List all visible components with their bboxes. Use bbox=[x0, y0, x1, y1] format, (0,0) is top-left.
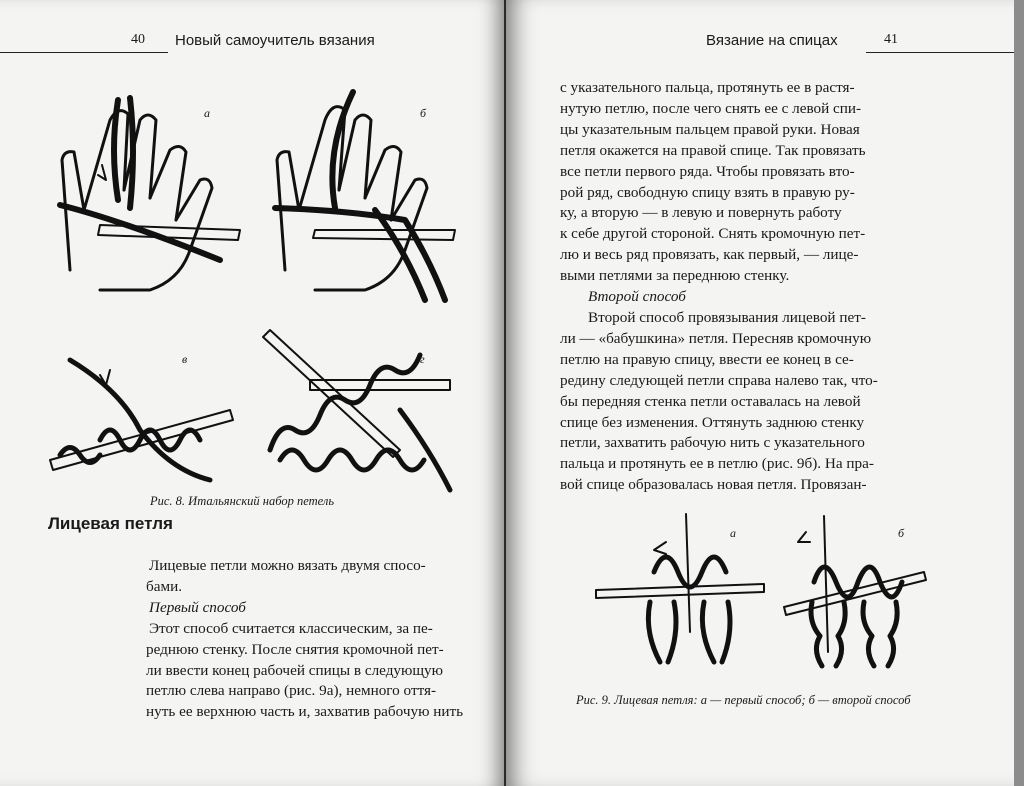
header-rule-left bbox=[0, 52, 168, 53]
page-number-left: 40 bbox=[131, 32, 145, 47]
figure-8-caption: Рис. 8. Итальянский набор петель bbox=[150, 494, 335, 508]
fig9-panel-b bbox=[784, 516, 926, 666]
figure-9-illustration bbox=[594, 512, 934, 682]
left-body-text bbox=[146, 556, 463, 723]
text-line: петли, захватить рабочую нить с указательного bbox=[560, 434, 865, 452]
text-line: рой ряд, свободную спицу взять в правую ру- bbox=[560, 183, 855, 201]
text-line: Этот способ считается классическим, за пе- bbox=[149, 619, 433, 637]
text-line: петлю слева направо (рис. 9а), немного оття- bbox=[146, 682, 437, 700]
text-line: нутую петлю, после чего снять ее с левой спи- bbox=[560, 99, 862, 117]
fig8-panel-b bbox=[275, 92, 455, 300]
text-line: ли ввести конец рабочей спицы в следующую bbox=[146, 661, 443, 679]
text-line: Лицевые петли можно вязать двумя спосо- bbox=[149, 557, 426, 574]
text-line: пальца и протянуть ее в петлю (рис. 9б). На пра- bbox=[560, 455, 874, 473]
subheading-first-method: Первый способ bbox=[149, 598, 246, 616]
fig8-panel-v bbox=[50, 360, 233, 480]
running-title-left: Новый самоучитель вязания bbox=[175, 32, 375, 49]
subheading-second-method: Второй способ bbox=[588, 288, 686, 306]
text-line: лю и весь ряд провязать, как первый, — лице- bbox=[560, 246, 859, 264]
page-number-right: 41 bbox=[884, 32, 898, 47]
text-line: вой спице образовалась новая петля. Провязан- bbox=[560, 476, 867, 494]
text-line: выми петлями за переднюю стенку. bbox=[560, 267, 790, 285]
section-heading: Лицевая петля bbox=[48, 514, 173, 533]
fig8-panel-a bbox=[60, 98, 240, 290]
text-line: Второй способ провязывания лицевой пет- bbox=[588, 308, 866, 326]
fig9-label-a: а bbox=[730, 526, 736, 540]
text-line: спице без изменения. Оттянуть заднюю стенку bbox=[560, 413, 865, 431]
right-body-text bbox=[560, 78, 878, 496]
text-line: бы передняя стенка петли оставалась на левой bbox=[560, 392, 861, 410]
fig8-label-v: в bbox=[182, 352, 188, 366]
text-line: все петли первого ряда. Чтобы провязать вто- bbox=[560, 162, 855, 180]
text-line: цы указательным пальцем правой руки. Новая bbox=[560, 120, 860, 138]
text-line: к себе другой стороной. Снять кромочную пет- bbox=[560, 225, 866, 243]
fig9-label-b: б bbox=[898, 526, 905, 540]
fig8-label-g: г bbox=[420, 352, 425, 366]
left-page bbox=[0, 0, 504, 786]
text-line: ли — «бабушкина» петля. Пересняв кромочную bbox=[560, 329, 872, 347]
running-title-right: Вязание на спицах bbox=[706, 32, 838, 49]
text-line: редину следующей петли справа налево так, что- bbox=[560, 371, 878, 389]
figure-8-illustration bbox=[40, 80, 460, 490]
figure-9-caption: Рис. 9. Лицевая петля: а — первый способ; б — второй способ bbox=[576, 693, 911, 707]
text-line: реднюю стенку. После снятия кромочной пет- bbox=[146, 640, 444, 658]
right-page bbox=[506, 0, 1016, 786]
text-line: петлю на правую спицу, ввести ее конец в се- bbox=[560, 350, 854, 368]
text-line: петля окажется на правой спице. Так провязать bbox=[560, 141, 866, 159]
text-line: ку, а вторую — в левую и повернуть работу bbox=[560, 204, 842, 222]
fig8-label-b: б bbox=[420, 106, 427, 120]
text-line: нуть ее верхнюю часть и, захватив рабочую нить bbox=[146, 703, 464, 721]
text-line: с указательного пальца, протянуть ее в растя- bbox=[560, 79, 855, 96]
text-line: бами. bbox=[146, 577, 183, 595]
fig9-panel-a bbox=[596, 514, 764, 662]
book-edge bbox=[1014, 0, 1024, 786]
header-rule-right bbox=[866, 52, 1016, 53]
fig8-label-a: а bbox=[204, 106, 210, 120]
